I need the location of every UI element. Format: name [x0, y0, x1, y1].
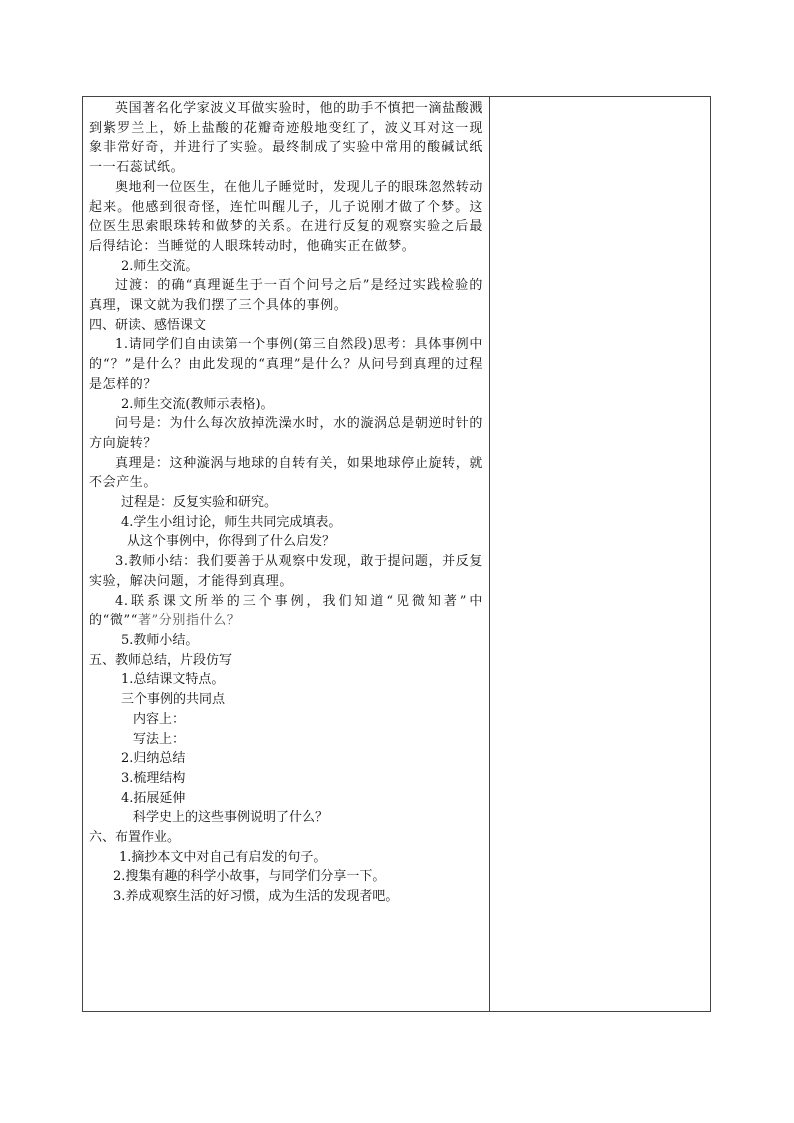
section-heading-4: 四、研读、感悟课文: [89, 317, 207, 333]
teaching-content-cell: [89, 99, 483, 907]
common-points-line: 三个事例的共同点: [121, 692, 226, 708]
truth-paragraph: 真理是：这种漩涡与地球的自转有关，如果地球停止旋转，就不会产生。: [89, 455, 483, 491]
reading-question-paragraph: 1.请同学们自由读第一个事例(第三自然段)思考：具体事例中的“？”是什么？由此发现的“真理”是什么？从问号到真理的过程是怎样的？: [89, 337, 483, 392]
homework-item-3: 3.养成观察生活的好习惯，成为生活的发现者吧。: [113, 889, 399, 905]
content-aspect-line: 内容上：: [133, 711, 186, 727]
induction-line: 2.归纳总结: [121, 751, 186, 767]
homework-item-1: 1.摘抄本文中对自己有启发的句子。: [119, 849, 327, 865]
exchange-table-line: 2.师生交流(教师示表格)。: [121, 396, 274, 412]
teacher-summary-paragraph: 3.教师小结：我们要善于从观察中发现，敢于提问题，并反复实验，解决问题，才能得到真理。: [89, 554, 483, 589]
summary-features-line: 1.总结课文特点。: [121, 672, 225, 688]
section-heading-5: 五、教师总结，片段仿写: [89, 652, 233, 668]
extension-line: 4.拓展延伸: [121, 790, 186, 806]
three-examples-paragraph: [89, 592, 483, 631]
three-examples-text: 4.联系课文所举的三个事例，我们知道“见微知著”中的“微”“: [89, 593, 483, 629]
teacher-student-exchange: 2.师生交流。: [121, 258, 199, 274]
science-history-question-line: 科学史上的这些事例说明了什么？: [133, 810, 329, 826]
teacher-summary-line: 5.教师小结。: [121, 632, 199, 648]
process-line: 过程是：反复实验和研究。: [121, 495, 278, 511]
example-boyle-paragraph: 英国著名化学家波义耳做实验时，他的助手不慎把一滴盐酸溅到紫罗兰上，娇上盐酸的花瓣奇迹般地变红了，波义耳对这一现象非常好奇，并进行了实验。最终制成了实验中常用的酸碱试纸一一石蕊试纸。: [89, 101, 483, 176]
example-doctor-paragraph: 奥地利一位医生，在他儿子睡觉时，发现儿子的眼珠忽然转动起来。他感到很奇怪，连忙叫醒儿子，儿子说刚才做了个梦。这位医生思索眼珠转和做梦的关系。在进行反复的观察实验之后最后得结论：当睡觉的人眼珠转动时，他确实正在做梦。: [89, 179, 483, 254]
transition-paragraph: 过渡：的确“真理诞生于一百个问号之后”是经过实践检验的真理，课文就为我们摆了三个具体的事例。: [89, 278, 483, 314]
writing-aspect-line: 写法上：: [133, 731, 186, 747]
inspiration-question-line: 从这个事例中，你得到了什么启发？: [127, 534, 336, 550]
homework-item-2: 2.搜集有趣的科学小故事，与同学们分享一下。: [113, 869, 386, 885]
structure-line: 3.梳理结构: [121, 770, 186, 786]
notes-cell: [490, 97, 710, 1011]
question-mark-paragraph: 问号是：为什么每次放掉洗澡水时，水的漩涡总是朝逆时针的方向旋转？: [89, 416, 483, 451]
lesson-plan-table: [82, 96, 711, 1012]
section-heading-6: 六、布置作业。: [89, 830, 181, 846]
group-discussion-line: 4.学生小组讨论，师生共同完成填表。: [121, 514, 342, 530]
three-examples-text-gray: 著”分别指什么？: [137, 613, 241, 629]
